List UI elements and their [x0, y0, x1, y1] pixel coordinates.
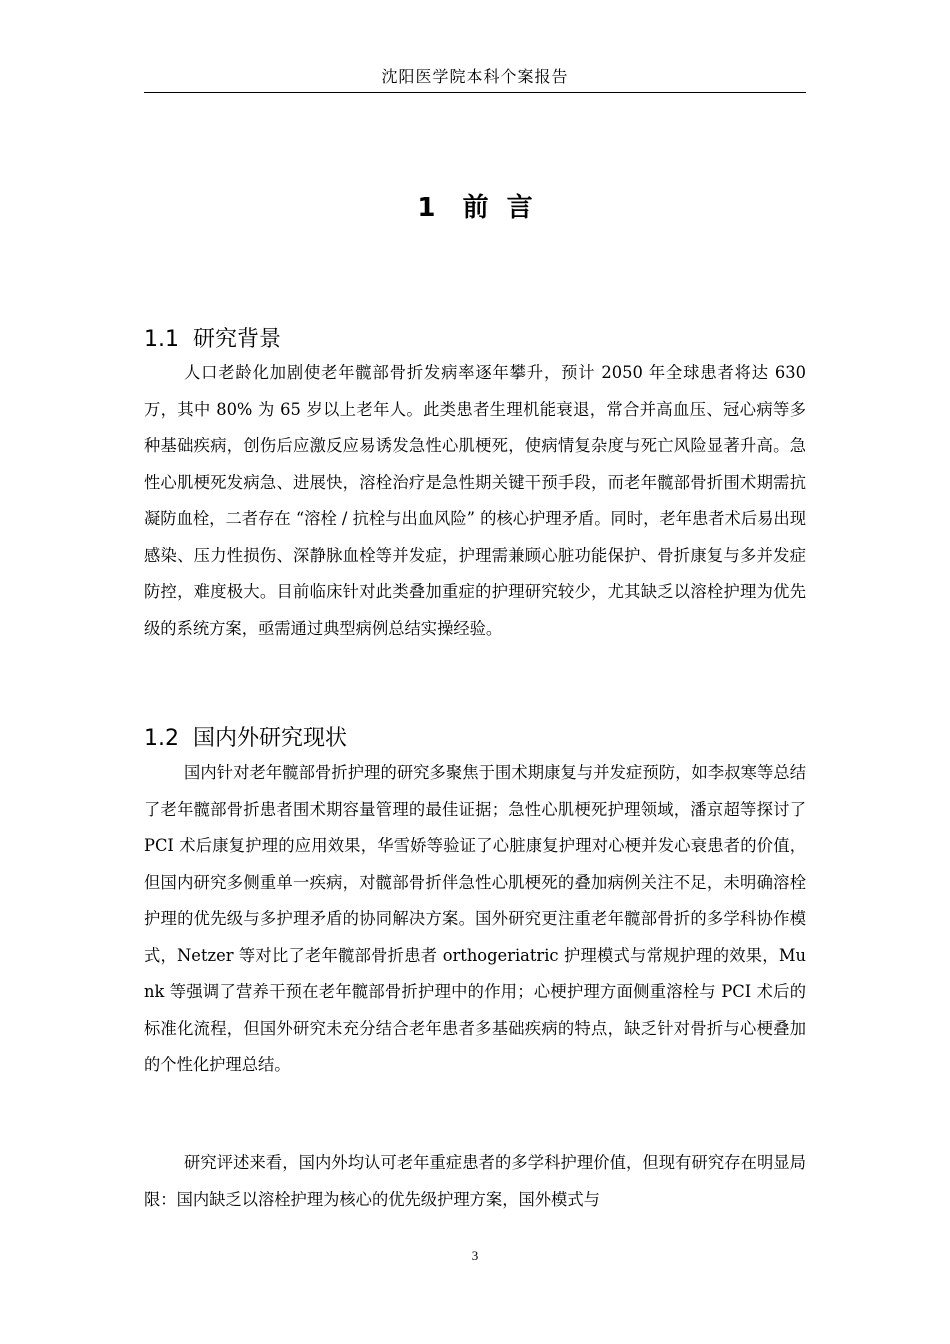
running-header: 沈阳医学院本科个案报告	[381, 67, 569, 86]
section-number: 1.1	[144, 327, 179, 352]
body-paragraph-background: 人口老龄化加剧使老年髋部骨折发病率逐年攀升，预计 2050 年全球患者将达 630 万，其中 80% 为 65 岁以上老年人。此类患者生理机能衰退，常合并高血压、冠心病等多种基础疾病，创伤后应激反应易诱发急性心肌梗死，使病情复杂度与死亡风险显著升高。急性心肌梗死发病急、进展快，溶栓治疗是急性期关键干预手段，而老年髋部骨折围术期需抗凝防血栓，二者存在 “溶栓 / 抗栓与出血风险” 的核心护理矛盾。同时，老年患者术后易出现感染、压力性损伤、深静脉血栓等并发症，护理需兼顾心脏功能保护、骨折康复与多并发症防控，难度极大。目前临床针对此类叠加重症的护理研究较少，尤其缺乏以溶栓护理为优先级的系统方案，亟需通过典型病例总结实操经验。	[144, 363, 806, 638]
section-heading-1-2	[144, 723, 806, 755]
page-number: 3	[471, 1248, 479, 1263]
section-title: 研究背景	[193, 327, 282, 352]
section-number: 1.2	[144, 726, 179, 751]
chapter-title	[144, 190, 806, 226]
section-title: 国内外研究现状	[193, 726, 348, 751]
body-paragraph-status: 国内针对老年髋部骨折护理的研究多聚焦于围术期康复与并发症预防，如李叔寒等总结了老年髋部骨折患者围术期容量管理的最佳证据；急性心肌梗死护理领域，潘京超等探讨了 PCI 术后康复护理的应用效果，华雪娇等验证了心脏康复护理对心梗并发心衰患者的价值，但国内研究多侧重单一疾病，对髋部骨折伴急性心肌梗死的叠加病例关注不足，未明确溶栓护理的优先级与多护理矛盾的协同解决方案。国外研究更注重老年髋部骨折的多学科协作模式，Netzer 等对比了老年髋部骨折患者 orthogeriatric 护理模式与常规护理的效果，Munk 等强调了营养干预在老年髋部骨折护理中的作用；心梗护理方面侧重溶栓与 PCI 术后的标准化流程，但国外研究未充分结合老年患者多基础疾病的特点，缺乏针对骨折与心梗叠加的个性化护理总结。	[144, 763, 806, 1074]
body-paragraph-review: 研究评述来看，国内外均认可老年重症患者的多学科护理价值，但现有研究存在明显局限：国内缺乏以溶栓护理为核心的优先级护理方案，国外模式与	[144, 1153, 806, 1209]
chapter-number: 1	[417, 193, 436, 223]
header-rule	[144, 92, 806, 93]
section-heading-1-1	[144, 324, 806, 356]
chapter-title-text: 前 言	[462, 193, 533, 223]
